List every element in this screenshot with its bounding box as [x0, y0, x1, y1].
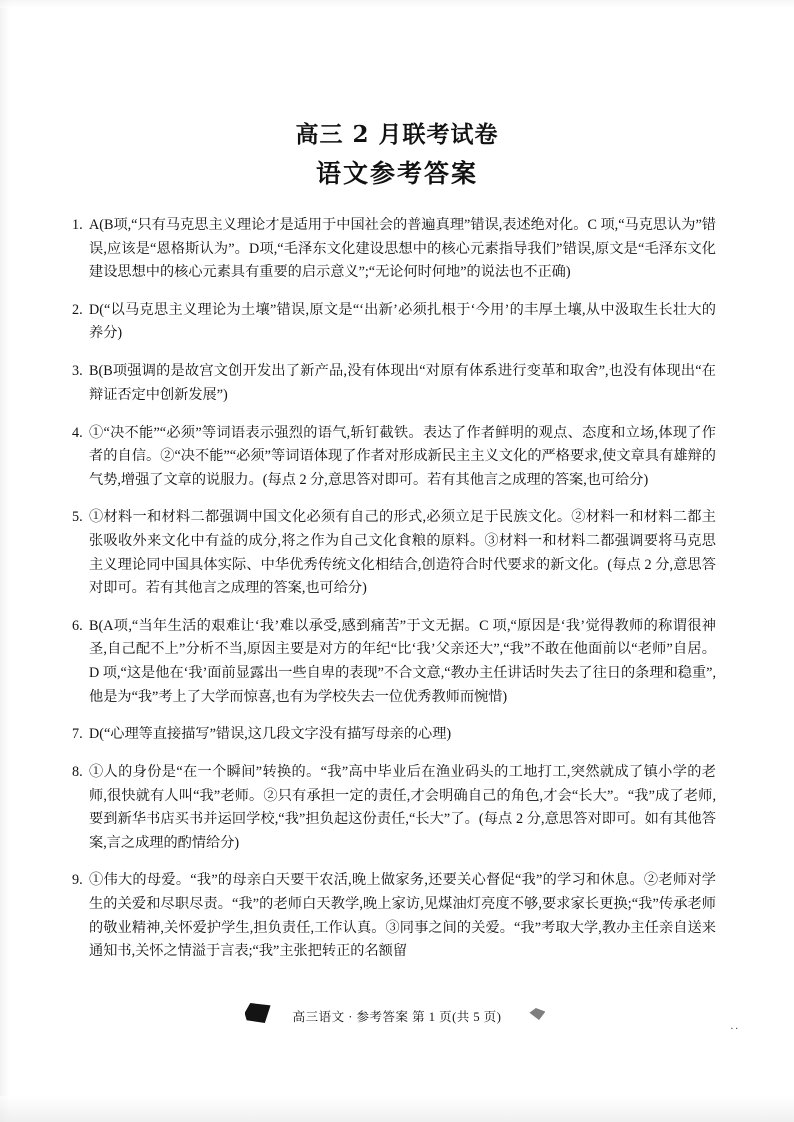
logo-mark-icon — [245, 1003, 271, 1023]
answer-number: 7. — [72, 726, 83, 743]
page-footer — [0, 1006, 794, 1026]
answer-number: 5. — [72, 509, 83, 526]
corner-mark: .. — [730, 1020, 740, 1032]
scan-edge-left — [0, 0, 10, 1122]
answer-number: 3. — [72, 363, 83, 380]
answer-text: ①人的身份是“在一个瞬间”转换的。“我”高中毕业后在渔业码头的工地打工,突然就成了镇小学的老师,很快就有人叫“我”老师。②只有承担一定的责任,才会明确自己的角色,才会“长大”。“我”成了老师,要到新华书店买书并运回学校,“我”担负起这份责任,“长大”了。(每点 2 分,意思答对即可。如有其他答案,言之成理的酌情给分) — [89, 764, 716, 851]
answer-item — [72, 422, 716, 493]
page-subtitle: 语文参考答案 — [315, 158, 478, 188]
answer-text: ①材料一和材料二都强调中国文化必须有自己的形式,必须立足于民族文化。②材料一和材料二都主张吸收外来文化中有益的成分,将之作为自己文化食粮的原料。③材料一和材料二都强调要将马克思主义理论同中国具体实际、中华优秀传统文化相结合,创造符合时代要求的新文化。(每点 2 分,意思答对即可。若有其他言之成理的答案,也可给分) — [89, 509, 716, 597]
footer-inner — [279, 1006, 516, 1026]
answer-item — [72, 615, 716, 709]
answer-number: 4. — [72, 424, 83, 441]
answer-item — [72, 299, 716, 346]
answer-item — [72, 869, 716, 963]
answer-text: D(“心理等直接描写”错误,这几段文字没有描写母亲的心理) — [89, 726, 452, 743]
logo-mark-secondary-icon — [529, 1008, 545, 1020]
answer-text: D(“以马克思主义理论为土壤”错误,原文是“‘出新’必须扎根于‘今用’的丰厚土壤,从中汲取生长壮大的养分) — [89, 301, 716, 342]
answer-number: 9. — [72, 872, 83, 889]
answer-number: 1. — [72, 217, 83, 233]
answer-number: 8. — [72, 764, 83, 780]
answer-item — [72, 761, 716, 855]
footer-text: 高三语文 · 参考答案 第 1 页(共 5 页) — [292, 1010, 502, 1024]
scan-edge-bottom — [0, 1096, 794, 1122]
answer-number: 2. — [72, 301, 83, 318]
scan-edge-top — [0, 0, 794, 8]
answer-text: A(B项,“只有马克思主义理论才是适用于中国社会的普遍真理”错误,表述绝对化。C 项,“马克思认为”错误,应该是“恩格斯认为”。D项,“毛泽东文化建设思想中的核心元素指导我们”错误,原文是“毛泽东文化建设思想中的核心元素具有重要的启示意义”;“无论何时何地”的说法也不正确) — [89, 217, 716, 281]
answer-text: ①“决不能”“必须”等词语表示强烈的语气,斩钉截铁。表达了作者鲜明的观点、态度和立场,体现了作者的自信。②“决不能”“必须”等词语体现了作者对形成新民主主义文化的严格要求,使文章具有雄辩的气势,增强了文章的说服力。(每点 2 分,意思答对即可。若有其他言之成理的答案,也可给分) — [89, 424, 716, 488]
page-title: 高三 2 月联考试卷 — [295, 121, 499, 148]
answer-text: B(B项强调的是故宫文创开发出了新产品,没有体现出“对原有体系进行变革和取舍”,也没有体现出“在辩证否定中创新发展”) — [89, 363, 716, 403]
answer-number: 6. — [72, 617, 83, 634]
answer-item — [72, 360, 716, 407]
answer-item — [72, 214, 716, 285]
title-block — [0, 118, 794, 192]
answers-list — [72, 214, 716, 964]
answer-text: ①伟大的母爱。“我”的母亲白天要干农活,晚上做家务,还要关心督促“我”的学习和休息。②老师对学生的关爱和尽职尽责。“我”的老师白天教学,晚上家访,见煤油灯亮度不够,要求家长更换;“我”传承老师的敬业精神,关怀爱护学生,担负责任,工作认真。③同事之间的关爱。“我”考取大学,教办主任亲自送来通知书,关怀之情溢于言表;“我”主张把转正的名额留 — [89, 872, 716, 960]
answer-item — [72, 506, 716, 600]
answer-item — [72, 723, 716, 747]
answer-text: B(A项,“当年生活的艰难让‘我’难以承受,感到痛苦”于文无据。C 项,“原因是‘我’觉得教师的称谓很神圣,自己配不上”分析不当,原因主要是对方的年纪“比‘我’父亲还大”,“我”不敢在他面前以“老师”自居。D 项,“这是他在‘我’面前显露出一些自卑的表现”不合文意,“教办主任讲话时失去了往日的条理和稳重”,他是为“我”考上了大学而惊喜,也有为学校失去一位优秀教师而惋惜) — [89, 617, 716, 705]
